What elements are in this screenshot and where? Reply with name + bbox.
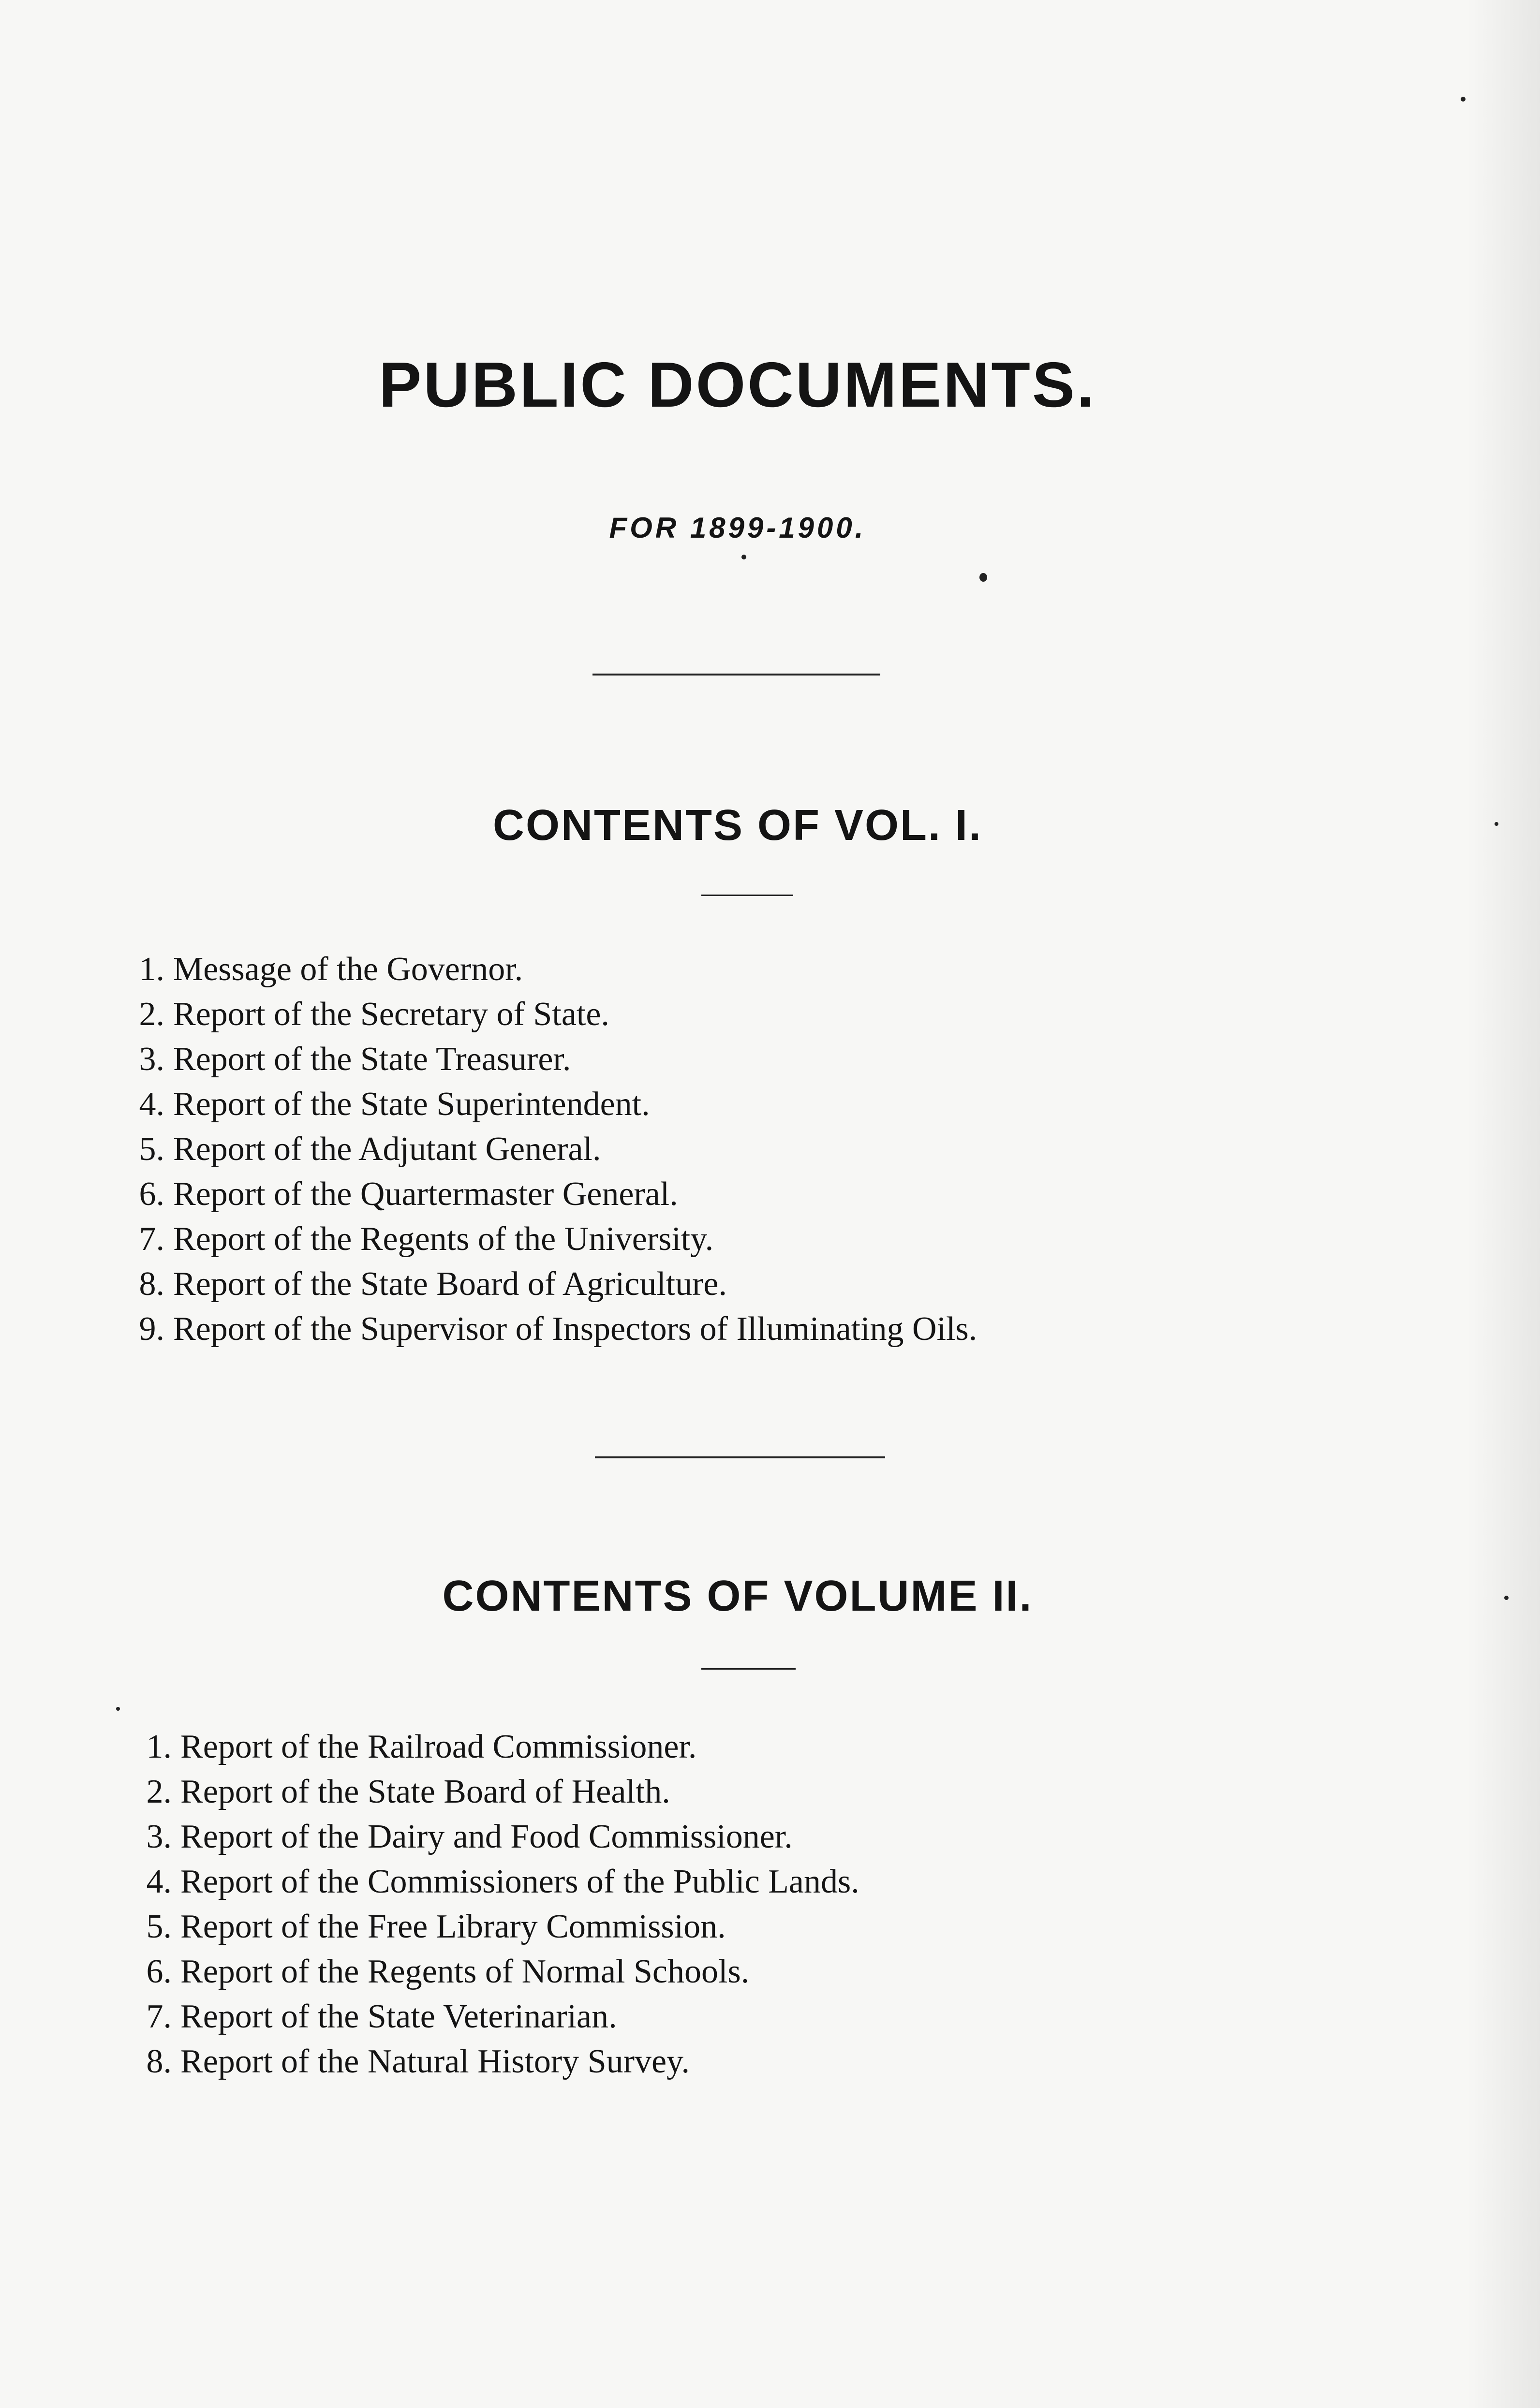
list-item (116, 1082, 977, 1127)
list-item (123, 2039, 859, 2084)
item-text: Report of the Regents of the University. (173, 1220, 714, 1258)
item-number: 1. (139, 951, 164, 988)
volume-1-heading-rule (701, 895, 793, 896)
item-text: Report of the Dairy and Food Commissioner. (180, 1818, 793, 1855)
item-text: Report of the Regents of Normal Schools. (180, 1953, 750, 1990)
volume-1-contents-list (116, 947, 977, 1351)
list-item (116, 1037, 977, 1082)
item-number: 1. (146, 1728, 172, 1765)
item-number: 8. (146, 2043, 172, 2080)
list-item (116, 992, 977, 1037)
item-text: Report of the Commissioners of the Public Lands. (180, 1863, 859, 1900)
item-text: Report of the Quartermaster General. (173, 1175, 678, 1213)
item-number: 3. (146, 1818, 172, 1855)
item-number: 6. (139, 1175, 164, 1213)
page-edge-shadow (1467, 0, 1540, 2408)
list-item (123, 1994, 859, 2039)
item-number: 4. (146, 1863, 172, 1900)
list-item (116, 1127, 977, 1172)
item-number: 8. (139, 1265, 164, 1303)
list-item (123, 1814, 859, 1859)
item-text: Report of the Adjutant General. (173, 1131, 601, 1168)
scan-speck (979, 573, 987, 582)
volume-2-heading-rule (701, 1668, 796, 1670)
volume-2-heading: CONTENTS OF VOLUME II. (442, 1572, 1033, 1620)
list-item (116, 1172, 977, 1217)
item-number: 7. (146, 1998, 172, 2035)
item-number: 2. (146, 1773, 172, 1810)
list-item (123, 1769, 859, 1814)
item-number: 4. (139, 1086, 164, 1123)
list-item (116, 947, 977, 992)
item-text: Report of the State Veterinarian. (180, 1998, 617, 2035)
list-item (116, 1307, 977, 1351)
item-text: Report of the Supervisor of Inspectors of Illuminating Oils. (173, 1310, 977, 1348)
item-number: 9. (139, 1310, 164, 1348)
list-item (123, 1859, 859, 1904)
item-text: Report of the Railroad Commissioner. (180, 1728, 697, 1765)
item-text: Message of the Governor. (173, 951, 523, 988)
divider-rule (595, 1456, 885, 1458)
item-number: 5. (146, 1908, 172, 1945)
scan-speck (1461, 97, 1466, 102)
scan-speck (741, 555, 746, 559)
item-text: Report of the State Board of Health. (180, 1773, 670, 1810)
list-item (116, 1217, 977, 1262)
item-text: Report of the Secretary of State. (173, 996, 609, 1033)
item-text: Report of the Free Library Commission. (180, 1908, 726, 1945)
scan-speck (1495, 822, 1498, 826)
volume-1-heading: CONTENTS OF VOL. I. (492, 801, 983, 850)
item-number: 3. (139, 1041, 164, 1078)
list-item (123, 1949, 859, 1994)
page-subtitle: FOR 1899-1900. (609, 512, 866, 544)
list-item (123, 1904, 859, 1949)
volume-2-contents-list (123, 1724, 859, 2084)
item-text: Report of the State Board of Agriculture. (173, 1265, 727, 1303)
list-item (123, 1724, 859, 1769)
item-text: Report of the State Treasurer. (173, 1041, 571, 1078)
item-text: Report of the State Superintendent. (173, 1086, 650, 1123)
item-number: 6. (146, 1953, 172, 1990)
divider-rule (592, 674, 880, 675)
page-title: PUBLIC DOCUMENTS. (379, 349, 1096, 420)
scan-speck (1504, 1596, 1509, 1600)
item-number: 5. (139, 1131, 164, 1168)
item-number: 7. (139, 1220, 164, 1258)
scan-speck (116, 1707, 120, 1711)
item-text: Report of the Natural History Survey. (180, 2043, 690, 2080)
item-number: 2. (139, 996, 164, 1033)
list-item (116, 1262, 977, 1307)
